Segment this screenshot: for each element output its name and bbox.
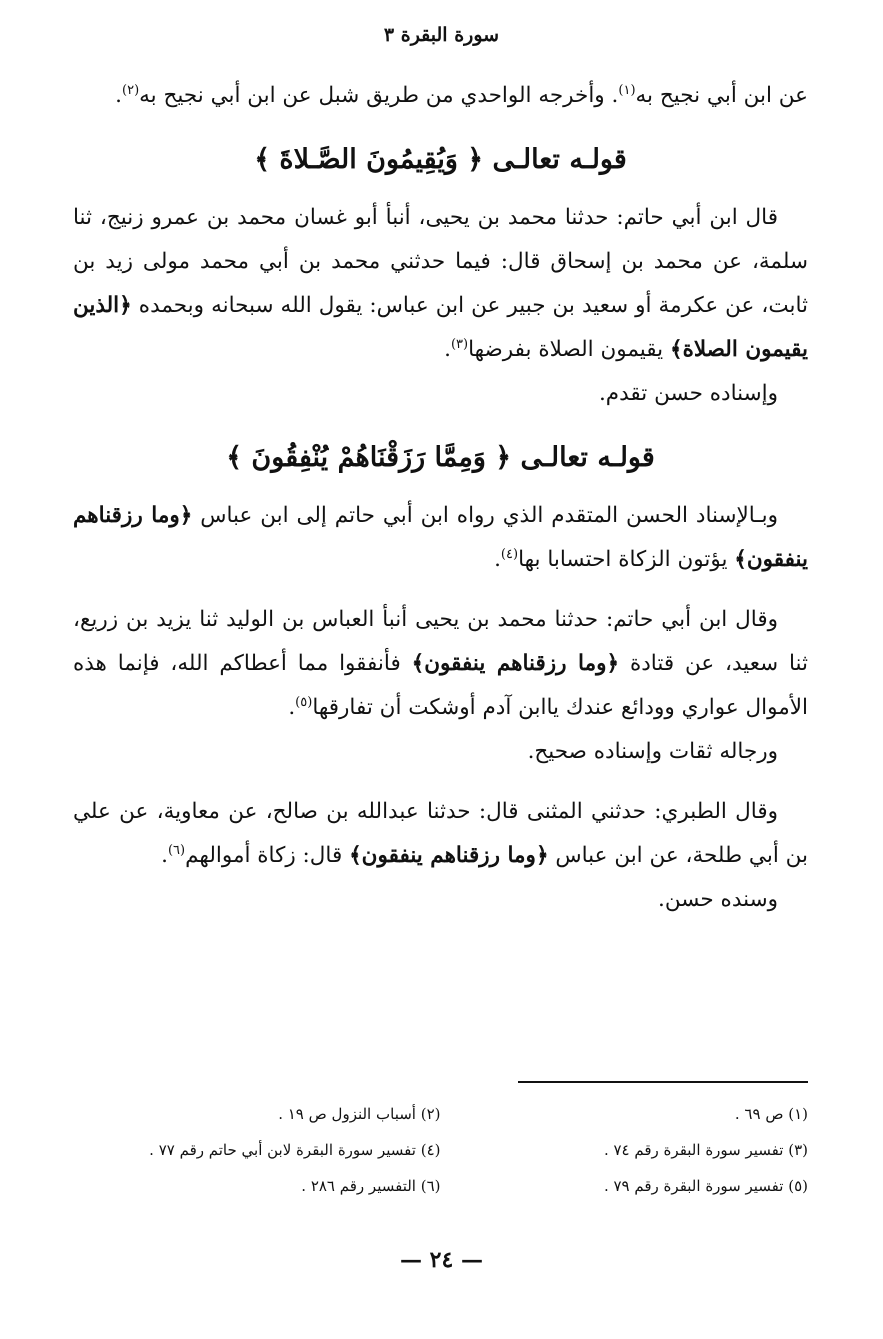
- paragraph-3: وإسناده حسن تقدم.: [598, 381, 778, 406]
- footnote-ref-4[interactable]: (٤): [500, 546, 519, 562]
- quran-verse-heading: ﴿ وَيُقِيمُونَ الصَّـلاةَ ﴾: [254, 144, 484, 175]
- footnote-ref-3[interactable]: (٣): [450, 336, 469, 352]
- paragraph-6: ورجاله ثقات وإسناده صحيح.: [527, 739, 778, 764]
- page-number: — ٢٤ —: [400, 1247, 483, 1273]
- footnote-3: (٣) تفسير سورة البقرة رقم ٧٤ .: [603, 1141, 808, 1159]
- paragraph-5: [73, 598, 808, 730]
- text-span: فأنفقوا مما أعطاكم الله، فإنما هذه الأموال عواري وودائع عندك ياابن آدم أوشكت أن تفارقها: [73, 651, 808, 720]
- quran-quote: ﴿وما رزقناهم ينفقون﴾: [73, 503, 808, 572]
- footnote-ref-5[interactable]: (٥): [295, 694, 313, 710]
- footnote-ref-1[interactable]: (١): [618, 82, 636, 98]
- heading-prefix: قولـه تعالـى: [483, 144, 627, 175]
- text-span: قال ابن أبي حاتم: حدثنا محمد بن يحيى، أنبأ أبو غسان محمد بن عمرو زنيج، ثنا سلمة، عن محمد بن إسحاق قال: فيما حدثني محمد بن أبي محمد مولى زيد بن ثابت، عن عكرمة أو سعيد بن جبير عن ابن عباس: يقول الله سبحانه وبحمده: [73, 205, 808, 318]
- paragraph-1: [73, 74, 808, 118]
- footnote-1: (١) ص ٦٩ .: [734, 1105, 808, 1123]
- paragraph-4: [73, 494, 808, 582]
- quran-quote: ﴿الذين يقيمون الصلاة﴾: [73, 293, 808, 362]
- footnote-row: [73, 1168, 808, 1204]
- text-span: .: [161, 843, 168, 868]
- footnote-6: (٦) التفسير رقم ٢٨٦ .: [301, 1177, 441, 1195]
- quran-quote: ﴿وما رزقناهم ينفقون﴾: [349, 843, 549, 868]
- footnote-5: (٥) تفسير سورة البقرة رقم ٧٩ .: [603, 1177, 808, 1195]
- footnote-4: (٤) تفسير سورة البقرة لابن أبي حاتم رقم ٧٧ .: [149, 1141, 441, 1159]
- heading-prefix: قولـه تعالـى: [511, 442, 655, 473]
- text-span: وقال الطبري: حدثني المثنى قال: حدثنا عبدالله بن صالح، عن معاوية، عن علي بن أبي طلحة، عن ابن عباس: [73, 799, 808, 868]
- quran-quote: ﴿وما رزقناهم ينفقون﴾: [411, 651, 620, 676]
- footnotes: [73, 1096, 808, 1204]
- footnote-separator: [518, 1081, 808, 1083]
- footnote-ref-2[interactable]: (٢): [122, 82, 140, 98]
- paragraph-8: وسنده حسن.: [658, 887, 778, 912]
- footnote-row: [73, 1132, 808, 1168]
- quran-verse-heading: ﴿ وَمِمَّا رَزَقْنَاهُمْ يُنْفِقُونَ ﴾: [226, 442, 512, 473]
- footnote-row: [73, 1096, 808, 1132]
- section-heading-2: [73, 432, 808, 484]
- text-span: قال: زكاة أموالهم: [185, 843, 350, 868]
- section-heading-1: [73, 134, 808, 186]
- text-span: وبـالإسناد الحسن المتقدم الذي رواه ابن أبي حاتم إلى ابن عباس: [192, 503, 778, 528]
- paragraph-7: [73, 790, 808, 878]
- text-span: .: [115, 83, 123, 108]
- text-span: .: [288, 695, 296, 720]
- text-span: يقيمون الصلاة بفرضها: [468, 337, 670, 362]
- footnote-ref-6[interactable]: (٦): [167, 842, 186, 858]
- text-span: يؤتون الزكاة احتسابا بها: [518, 547, 735, 572]
- text-span: . وأخرجه الواحدي من طريق شبل عن ابن أبي نجيح به: [139, 83, 619, 108]
- footnote-2: (٢) أسباب النزول ص ١٩ .: [278, 1105, 441, 1123]
- text-span: .: [444, 337, 451, 362]
- page-body: [73, 74, 808, 922]
- text-span: وقال ابن أبي حاتم: حدثنا محمد بن يحيى أنبأ العباس بن الوليد ثنا يزيد بن زريع، ثنا سعيد، عن قتادة: [73, 607, 808, 676]
- text-span: عن ابن أبي نجيح به: [635, 83, 808, 108]
- running-head: سورة البقرة ٣: [383, 24, 500, 46]
- paragraph-2: [73, 196, 808, 372]
- text-span: .: [494, 547, 501, 572]
